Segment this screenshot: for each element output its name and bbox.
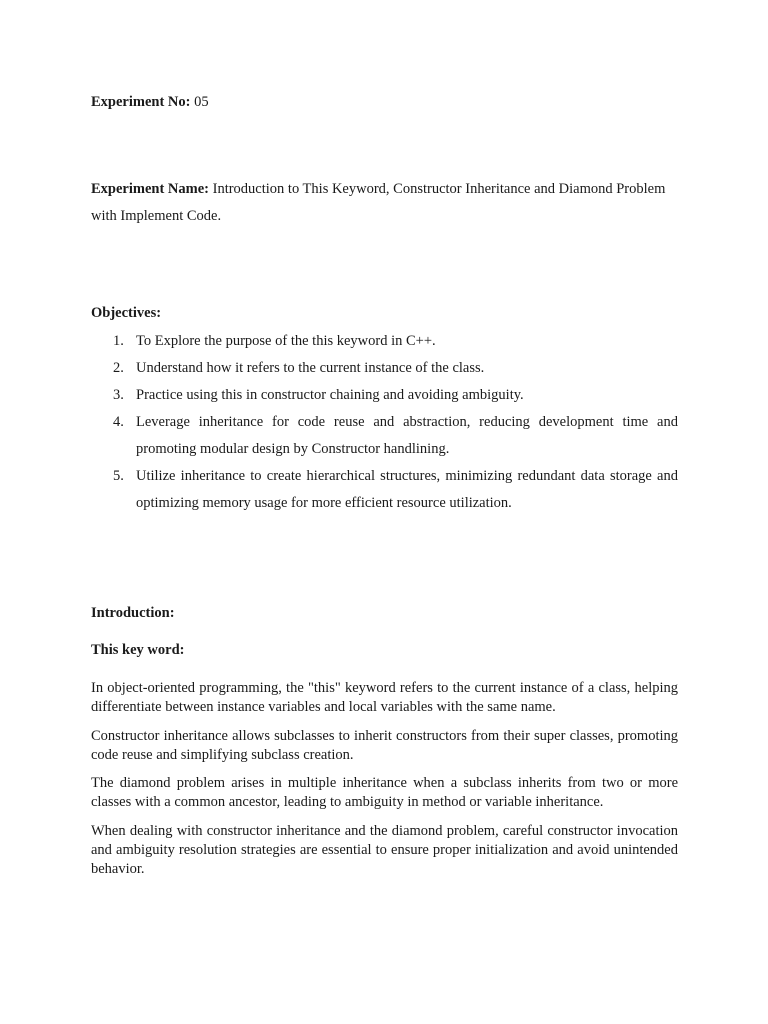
paragraph-diamond-problem: The diamond problem arises in multiple inheritance when a subclass inherits from two or more classes with a common ancestor, leading to ambiguity in method or variable inheritance. [91,775,678,810]
list-item [91,463,678,517]
list-item-number: 3. [113,387,124,403]
list-item [91,328,678,355]
paragraph-this-keyword: In object-oriented programming, the "this" keyword refers to the current instance of a class, helping differentiate between instance variables and local variables with the same name. [91,680,678,715]
list-item-text: Utilize inheritance to create hierarchical structures, minimizing redundant data storage and optimizing memory usage for more efficient resource utilization. [136,468,678,511]
objectives-heading: Objectives: [91,305,162,321]
this-keyword-heading: This key word: [91,642,185,658]
objectives-list [91,328,678,517]
list-item-number: 1. [113,333,124,349]
list-item-text: To Explore the purpose of the this keyword in C++. [136,333,436,349]
list-item-number: 5. [113,468,124,484]
experiment-number [91,89,209,116]
paragraph-resolution: When dealing with constructor inheritance and the diamond problem, careful constructor invocation and ambiguity resolution strategies are essential to ensure proper initialization and avoid unintended behavior. [91,823,678,877]
experiment-number-value: 05 [194,94,209,110]
introduction-heading: Introduction: [91,605,175,621]
list-item [91,409,678,463]
list-item [91,382,678,409]
list-item-text: Leverage inheritance for code reuse and abstraction, reducing development time and promoting modular design by Constructor handlining. [136,414,678,457]
list-item-number: 4. [113,414,124,430]
experiment-name-value: Introduction to This Keyword, Constructor Inheritance and Diamond Problem with Implement Code. [91,181,666,224]
experiment-name-label: Experiment Name: [91,181,209,197]
list-item-number: 2. [113,360,124,376]
experiment-number-label: Experiment No: [91,94,191,110]
experiment-name [91,176,681,230]
list-item-text: Understand how it refers to the current instance of the class. [136,360,485,376]
list-item-text: Practice using this in constructor chaining and avoiding ambiguity. [136,387,524,403]
paragraph-constructor-inheritance: Constructor inheritance allows subclasses to inherit constructors from their super classes, promoting code reuse and simplifying subclass creation. [91,728,678,763]
list-item [91,355,678,382]
